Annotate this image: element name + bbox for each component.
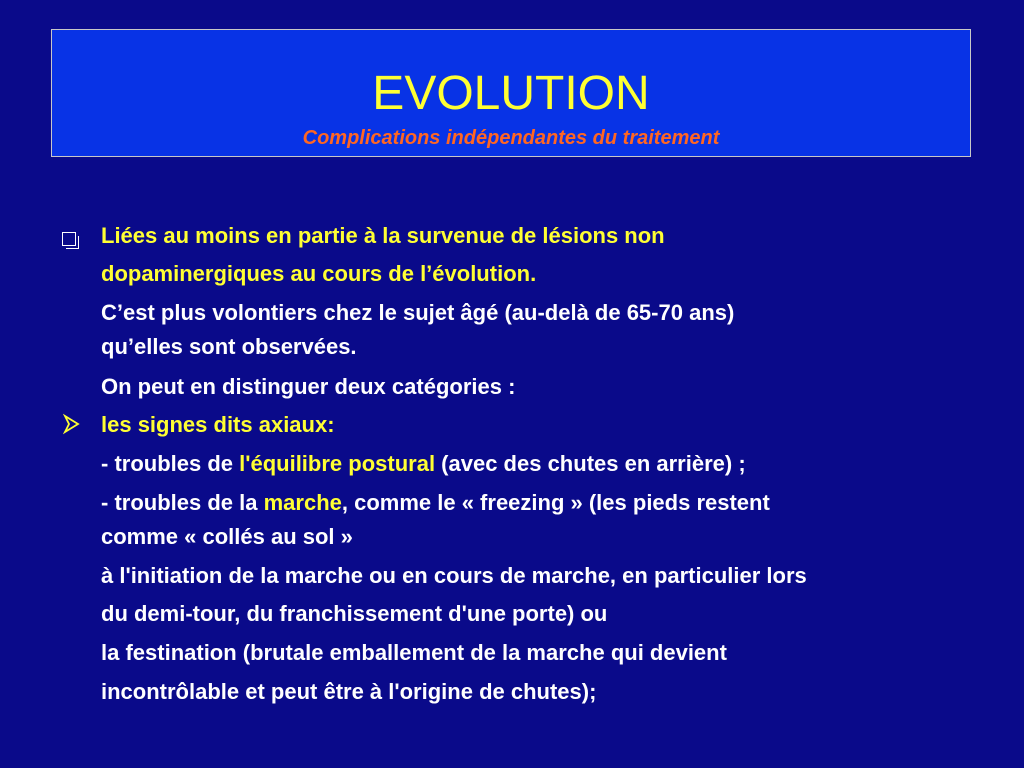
- marche-suffix: , comme le « freezing » (les pieds restent: [341, 490, 770, 515]
- bullet-item-1-line-1: Liées au moins en partie à la survenue de lésions non: [101, 223, 665, 248]
- bullet-item-1-line-2: dopaminergiques au cours de l’évolution.: [101, 261, 537, 286]
- square-bullet-icon: [62, 232, 76, 246]
- initiation-line: à l'initiation de la marche ou en cours de marche, en particulier lors: [101, 563, 807, 588]
- marche-line-1: [101, 490, 770, 516]
- equilibre-line: [101, 451, 746, 477]
- marche-line-2: comme « collés au sol »: [101, 524, 353, 549]
- equilibre-prefix: - troubles de: [101, 451, 240, 476]
- paragraph-1-line-2: qu’elles sont observées.: [101, 334, 357, 359]
- slide-title: EVOLUTION: [372, 67, 650, 120]
- bullet-item-2: les signes dits axiaux:: [101, 412, 335, 437]
- marche-highlight: marche: [263, 490, 342, 515]
- slide-subtitle: Complications indépendantes du traitement: [302, 127, 720, 149]
- paragraph-2: On peut en distinguer deux catégories :: [101, 374, 516, 399]
- demi-tour-line: du demi-tour, du franchissement d'une porte) ou: [101, 601, 608, 626]
- arrow-bullet-icon: [63, 413, 81, 435]
- equilibre-highlight: l'équilibre postural: [239, 451, 436, 476]
- paragraph-1-line-1: C’est plus volontiers chez le sujet âgé (au-delà de 65-70 ans): [101, 300, 735, 325]
- incontrolable-line: incontrôlable et peut être à l'origine de chutes);: [101, 679, 597, 704]
- equilibre-suffix: (avec des chutes en arrière) ;: [435, 451, 746, 476]
- festination-line: la festination (brutale emballement de la marche qui devient: [101, 640, 727, 665]
- marche-prefix: - troubles de la: [101, 490, 264, 515]
